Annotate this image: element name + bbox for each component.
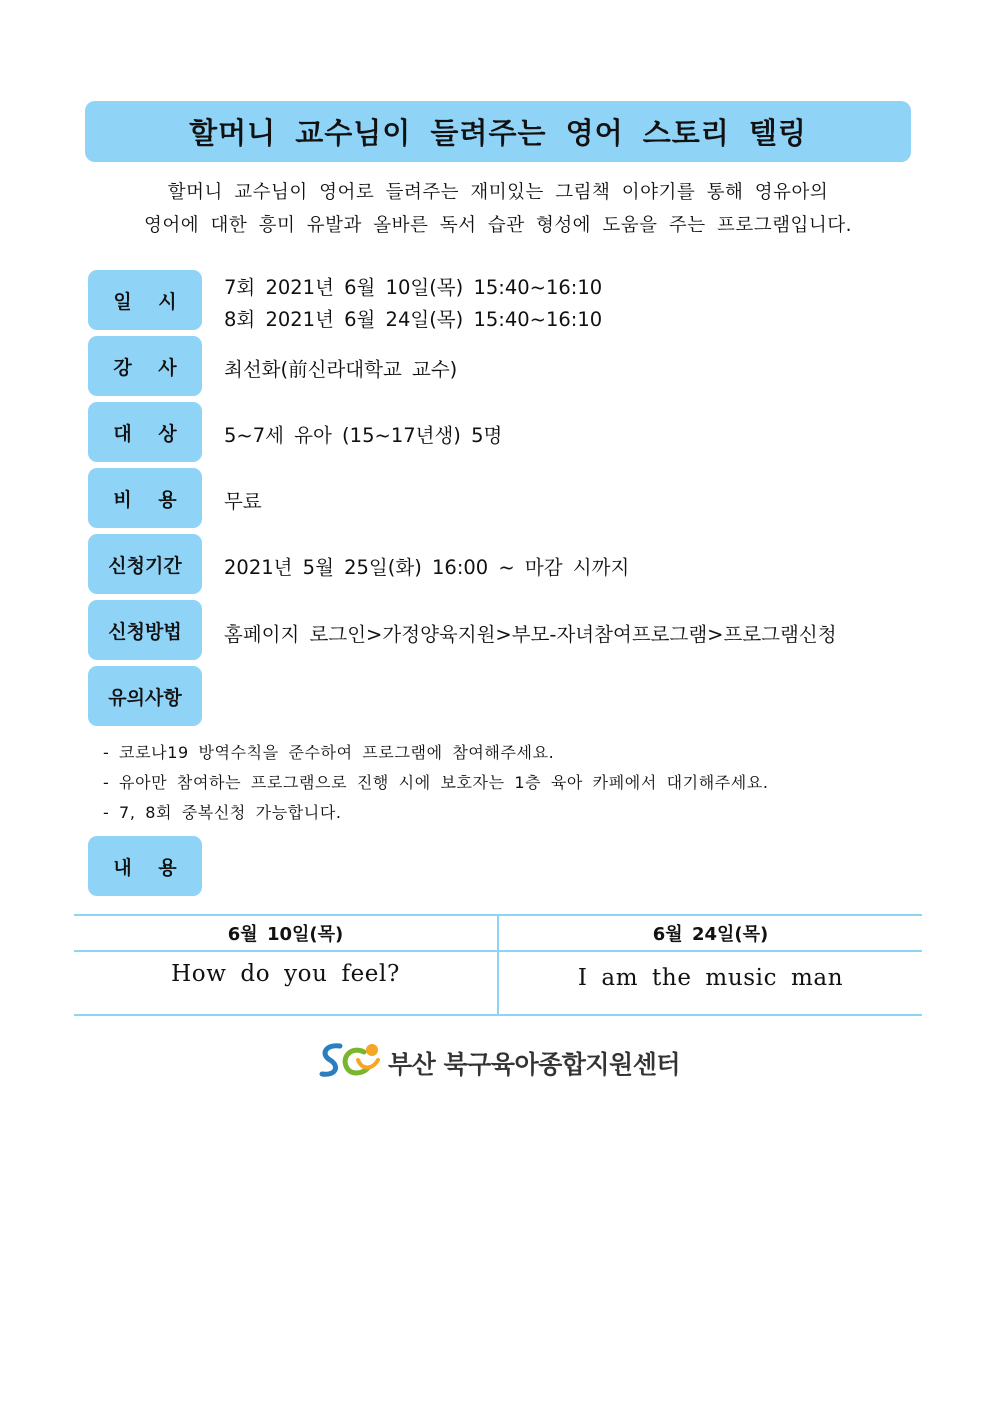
- method-value: 홈페이지 로그인>가정양육지원>부모-자녀참여프로그램>프로그램신청: [224, 623, 837, 646]
- table-header-2: 6월 24일(목): [652, 924, 769, 945]
- instructor-value: 최선화(前신라대학교 교수): [224, 358, 458, 381]
- schedule-line-1: 7회 2021년 6월 10일(목) 15:40~16:10: [224, 276, 603, 299]
- period-value: 2021년 5월 25일(화) 16:00 ~ 마감 시까지: [224, 556, 630, 579]
- label-period: 신청기간: [88, 534, 202, 594]
- label-target: 대 상: [88, 402, 202, 462]
- target-value: 5~7세 유아 (15~17년생) 5명: [224, 424, 503, 447]
- label-notes: 유의사항: [88, 666, 202, 726]
- footer-org-name: 부산 북구육아종합지원센터: [388, 1050, 681, 1079]
- label-schedule: 일 시: [88, 270, 202, 330]
- table-cell-1: How do you feel?: [171, 961, 400, 987]
- footer: [318, 1042, 680, 1084]
- table-cell-2: I am the music man: [577, 965, 844, 991]
- intro-line-2: 영어에 대한 흥미 유발과 올바른 독서 습관 형성에 도움을 주는 프로그램입니다.: [143, 215, 853, 236]
- note-item-3: - 7, 8회 중복신청 가능합니다.: [103, 803, 342, 822]
- intro-line-1: 할머니 교수님이 영어로 들려주는 재미있는 그림책 이야기를 통해 영유아의: [167, 182, 829, 203]
- label-instructor: 강 사: [88, 336, 202, 396]
- note-item-2: - 유아만 참여하는 프로그램으로 진행 시에 보호자는 1층 육아 카페에서 대기해주세요.: [103, 773, 769, 792]
- note-item-1: - 코로나19 방역수칙을 준수하여 프로그램에 참여해주세요.: [103, 743, 555, 762]
- schedule-line-2: 8회 2021년 6월 24일(목) 15:40~16:10: [224, 308, 603, 331]
- table-header-1: 6월 10일(목): [227, 924, 344, 945]
- center-logo-icon: [318, 1040, 384, 1086]
- label-method: 신청방법: [88, 600, 202, 660]
- page-title: 할머니 교수님이 들려주는 영어 스토리 텔링: [85, 101, 911, 162]
- label-content: 내 용: [88, 836, 202, 896]
- label-fee: 비 용: [88, 468, 202, 528]
- fee-value: 무료: [224, 490, 262, 513]
